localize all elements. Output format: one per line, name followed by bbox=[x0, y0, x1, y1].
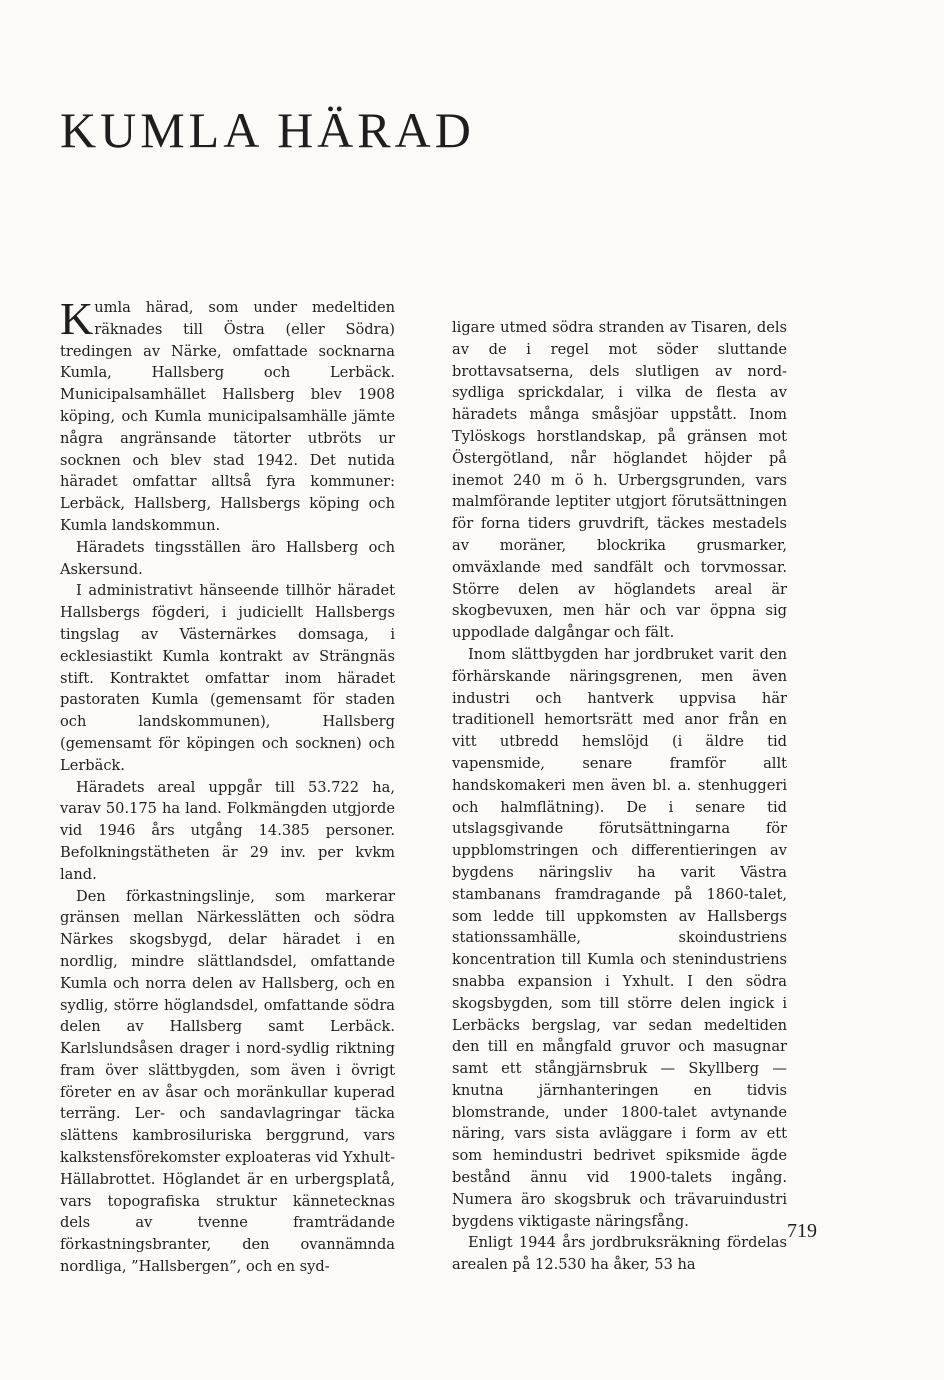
administration-paragraph: I administrativt hänseende tillhör häradet Hallsbergs fögderi, i judiciellt Hallsbergs tingslag av Västernärkes domsaga, i ecklesiastikt Kumla kontrakt av Strängnäs stift. Kontraktet omfattar inom häradet pastoraten Kumla (gemensamt för staden och landskommunen), Hallsberg (gemensamt för köpingen och socknen) och Lerbäck. bbox=[60, 582, 395, 774]
agriculture-paragraph: Enligt 1944 års jordbruksräkning fördelas arealen på 12.530 ha åker, 53 ha bbox=[452, 1234, 787, 1274]
courts-paragraph: Häradets tingsställen äro Hallsberg och Askersund. bbox=[60, 538, 395, 578]
intro-paragraph bbox=[60, 293, 395, 537]
geography-paragraph: Den förkastningslinje, som markerar gränsen mellan Närkesslätten och södra Närkes skogsbygd, delar häradet i en nordlig, mindre slättlandsdel, omfattande Kumla och norra delen av Hallsberg, och en sydlig, större höglandsdel, omfattande södra delen av Hallsberg samt Lerbäck. Karlslundsåsen drager i nord-sydlig riktning fram över slättbygden, som även i övrigt företer en av åsar och moränkullar kuperad terräng. Ler- och sandavlagringar täcka slättens kambrosiluriska berggrund, vars kalkstensförekomster exploateras vid Yxhult-Hällabrottet. Höglandet är en urbergsplatå, vars topografiska struktur kännetecknas dels av tvenne framträdande förkastningsbranter, den ovannämnda nordliga, ”Hallsbergen”, och en syd- bbox=[60, 887, 395, 1276]
intro-paragraph-text: umla härad, som under medeltiden räknades till Östra (eller Södra) tredingen av Närke, omfattade socknarna Kumla, Hallsberg och Lerbäck. Municipalsamhället Hallsberg blev 1908 köping, och Kumla municipalsamhälle jämte några angränsande tätorter utbröts ur socknen och blev stad 1942. Det nutida häradet omfattar alltså fyra kommuner: Lerbäck, Hallsberg, Hallsbergs köping och Kumla landskommun. bbox=[60, 299, 395, 534]
page-number: 719 bbox=[787, 1220, 817, 1242]
page-title: KUMLA HÄRAD bbox=[60, 102, 475, 158]
right-column bbox=[452, 317, 787, 1276]
drop-cap: K bbox=[60, 293, 94, 344]
left-column bbox=[60, 293, 395, 1278]
industry-paragraph: Inom slättbygden har jordbruket varit den förhärskande näringsgrenen, men även industri och hantverk uppvisa här traditionell hemortsrätt med anor från en vitt utbredd hemslöjd (i äldre tid vapensmide, senare framför allt handskomakeri men även bl. a. stenhuggeri och halmflätning). De i senare tid utslagsgivande förutsättningarna för uppblomstringen och differentieringen av bygdens näringsliv ha varit Västra stambanans framdragande på 1860-talet, som ledde till uppkomsten av Hallsbergs stationssamhälle, skoindustriens koncentration till Kumla och stenindustriens snabba expansion i Yxhult. I den södra skogsbygden, som till större delen ingick i Lerbäcks bergslag, var sedan medeltiden den till en mångfald gruvor och masugnar samt ett stångjärnsbruk — Skyllberg — knutna järnhanteringen en tidvis blomstrande, under 1800-talet avtynande näring, vars sista avläggare i form av ett som hemindustri bedrivet spiksmide ägde bestånd ännu vid 1900-talets ingång. Numera äro skogsbruk och trävaruindustri bygdens viktigaste näringsfång. bbox=[452, 645, 787, 1230]
area-population-paragraph: Häradets areal uppgår till 53.722 ha, varav 50.175 ha land. Folkmängden utgjorde vid 1946 års utgång 14.385 personer. Befolkningstätheten är 29 inv. per kvkm land. bbox=[60, 778, 395, 883]
geography-continued-paragraph: ligare utmed södra stranden av Tisaren, dels av de i regel mot söder sluttande brottavsatserna, dels slutligen av nord-sydliga sprickdalar, i vilka de flesta av häradets många småsjöar uppstått. Inom Tylöskogs horstlandskap, på gränsen mot Östergötland, når höglandet höjder på inemot 240 m ö h. Urbergsgrunden, vars malmförande leptiter utgjort förutsättningen för forna tiders gruvdrift, täckes mestadels av moräner, blockrika grusmarker, omväxlande med sandfält och torvmossar. Större delen av höglandets areal är skogbevuxen, men här och var öppna sig uppodlade dalgångar och fält. bbox=[452, 319, 787, 642]
